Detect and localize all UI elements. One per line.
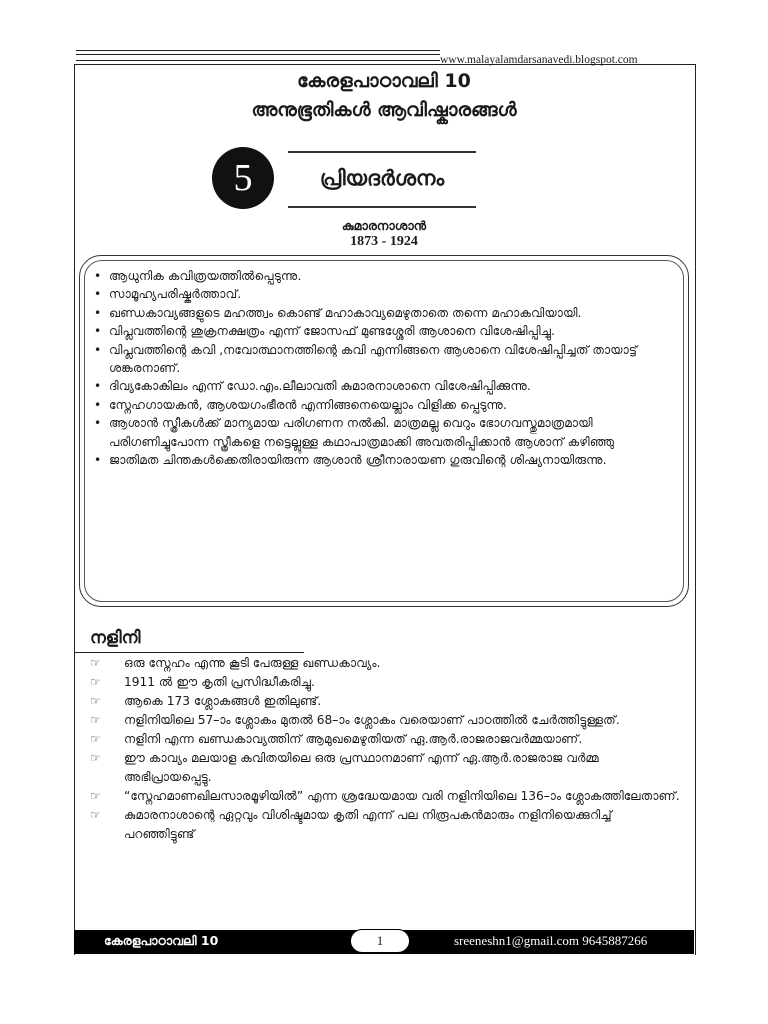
pointing-hand-icon: ☞ <box>90 656 101 670</box>
lesson-title-rule-top <box>288 151 476 153</box>
author-info-text: ആശാൻ സ്ത്രീകൾക്ക് മാന്യമായ പരിഗണന നൽകി. മാത്രമല്ല വെറും ഭോഗവസ്തുമാത്രമായി പരിഗണിച്ചുപോന്ന സ്ത്രീകളെ നട്ടെല്ലുള്ള കഥാപാത്രമാക്കി അവതരിപ്പിക്കാൻ ആശാന് കഴിഞ്ഞു <box>109 416 615 449</box>
author-info-text: ജാതിമത ചിന്തകൾക്കെതിരായിരുന്ന ആശാൻ ശ്രീനാരായണ ഗുരുവിന്റെ ശിഷ്യനായിരുന്നു. <box>109 453 607 468</box>
bullet-icon: • <box>94 269 102 283</box>
nalini-point-text: കുമാരനാശാന്റെ ഏറ്റവും വിശിഷ്ടമായ കൃതി എന്ന് പല നിരൂപകൻമാരും നളിനിയെക്കുറിച്ച് പറഞ്ഞിട്ടുണ്ട് <box>124 808 612 841</box>
author-info-item <box>92 322 676 340</box>
nalini-point-text: 1911 ൽ ഈ കൃതി പ്രസിദ്ധീകരിച്ചു. <box>124 675 315 689</box>
pointing-hand-icon: ☞ <box>90 789 101 803</box>
author-info-item <box>92 267 676 285</box>
bullet-icon: • <box>94 379 102 394</box>
lesson-title-rule-bottom <box>288 206 476 208</box>
pointing-hand-icon: ☞ <box>90 751 101 765</box>
bullet-icon: • <box>94 287 102 302</box>
header-rule <box>76 50 440 61</box>
nalini-point <box>88 711 686 730</box>
author-info-text: ഖണ്ഡകാവ്യങ്ങളുടെ മഹത്ത്വം കൊണ്ട് മഹാകാവ്യമെഴുതാതെ തന്നെ മഹാകവിയായി. <box>109 305 582 320</box>
author-info-item <box>92 414 676 451</box>
pointing-hand-icon: ☞ <box>90 732 101 746</box>
author-info-item <box>92 396 676 414</box>
author-info-item <box>92 377 676 395</box>
nalini-point <box>88 673 686 692</box>
nalini-point <box>88 730 686 749</box>
pointing-hand-icon: ☞ <box>90 694 101 708</box>
pointing-hand-icon: ☞ <box>90 675 101 689</box>
author-info-text: ആധുനിക കവിത്രയത്തിൽപ്പെടുന്നു. <box>109 269 302 283</box>
nalini-point-text: നളിനിയിലെ 57–ാം ശ്ലോകം മുതൽ 68–ാം ശ്ലോകം വരെയാണ് പാഠത്തിൽ ചേർത്തിട്ടുള്ളത്. <box>124 713 620 727</box>
footer-contact: sreeneshn1@gmail.com 9645887266 <box>454 933 648 948</box>
nalini-point <box>88 787 686 806</box>
nalini-point-text: ഒരു സ്നേഹം എന്നു കൂടി പേരുള്ള ഖണ്ഡകാവ്യം. <box>124 656 381 670</box>
bullet-icon: • <box>94 453 102 468</box>
nalini-point <box>88 806 686 844</box>
nalini-point-text: “സ്നേഹമാണഖിലസാരമൂഴിയിൽ” എന്ന ശ്രദ്ധേയമായ വരി നളിനിയിലെ 136–ാം ശ്ലോകത്തിലേതാണ്. <box>124 789 680 803</box>
page-number: 1 <box>350 929 410 953</box>
author-info-text: വിപ്ലവത്തിന്റെ കവി ,നവോത്ഥാനത്തിന്റെ കവി എന്നിങ്ങനെ ആശാനെ വിശേഷിപ്പിച്ചത് തായാട്ട് ശങ്കരനാണ്. <box>109 342 638 376</box>
nalini-point <box>88 749 686 787</box>
bullet-icon: • <box>94 416 102 431</box>
author-info-text: സ്നേഹഗായകൻ, ആശയഗംഭീരൻ എന്നിങ്ങനെയെല്ലാം വിളിക്ക പ്പെടുന്നു. <box>109 397 507 412</box>
author-name: കുമാരനാശാൻ <box>341 218 427 233</box>
section-title: നളിനി <box>90 628 141 648</box>
author-info-text: വിപ്ലവത്തിന്റെ ശുക്രനക്ഷത്രം എന്ന് ജോസഫ് മുണ്ടശ്ശേരി ആശാനെ വിശേഷിപ്പിച്ചു. <box>109 324 555 339</box>
section-rule <box>74 652 304 653</box>
author-info-text: ദിവ്യകോകിലം എന്ന് ഡോ.എം.ലീലാവതി കുമാരനാശാനെ വിശേഷിപ്പിക്കുന്നു. <box>109 379 531 394</box>
blog-url[interactable]: www.malayalamdarsanavedi.blogspot.com <box>440 54 638 66</box>
author-info-text: സാമൂഹ്യപരിഷ്കർത്താവ്. <box>109 287 242 302</box>
nalini-point <box>88 692 686 711</box>
bullet-icon: • <box>94 342 102 357</box>
author-info-item <box>92 341 676 378</box>
textbook-title: കേരളപാഠാവലി 10 <box>297 70 471 92</box>
footer-textbook-name: കേരളപാഠാവലി 10 <box>104 933 219 948</box>
author-info-item <box>92 451 676 469</box>
nalini-point-text: ആകെ 173 ശ്ലോകങ്ങൾ ഇതിലുണ്ട്. <box>124 694 322 708</box>
nalini-points-list <box>88 654 686 844</box>
chapter-number-badge: 5 <box>212 147 274 209</box>
pointing-hand-icon: ☞ <box>90 713 101 727</box>
nalini-point-text: ഈ കാവ്യം മലയാള കവിതയിലെ ഒരു പ്രസ്ഥാനമാണ് എന്ന് ഏ.ആർ.രാജരാജ വർമ്മ അഭിപ്രായപ്പെട്ടു. <box>124 751 599 784</box>
nalini-point-text: നളിനി എന്ന ഖണ്ഡകാവ്യത്തിന് ആമുഖമെഴുതിയത് ഏ.ആർ.രാജരാജവർമ്മയാണ്. <box>124 732 583 746</box>
bullet-icon: • <box>94 305 102 320</box>
pointing-hand-icon: ☞ <box>90 808 101 822</box>
lesson-title: പ്രിയദർശനം <box>319 166 445 190</box>
nalini-point <box>88 654 686 673</box>
bullet-icon: • <box>94 324 102 339</box>
author-info-list <box>92 267 676 469</box>
author-years: 1873 - 1924 <box>350 234 418 249</box>
author-info-item <box>92 304 676 322</box>
author-info-item <box>92 285 676 303</box>
unit-title: അനുഭൂതികൾ ആവിഷ്കാരങ്ങൾ <box>251 99 517 121</box>
bullet-icon: • <box>94 397 102 412</box>
